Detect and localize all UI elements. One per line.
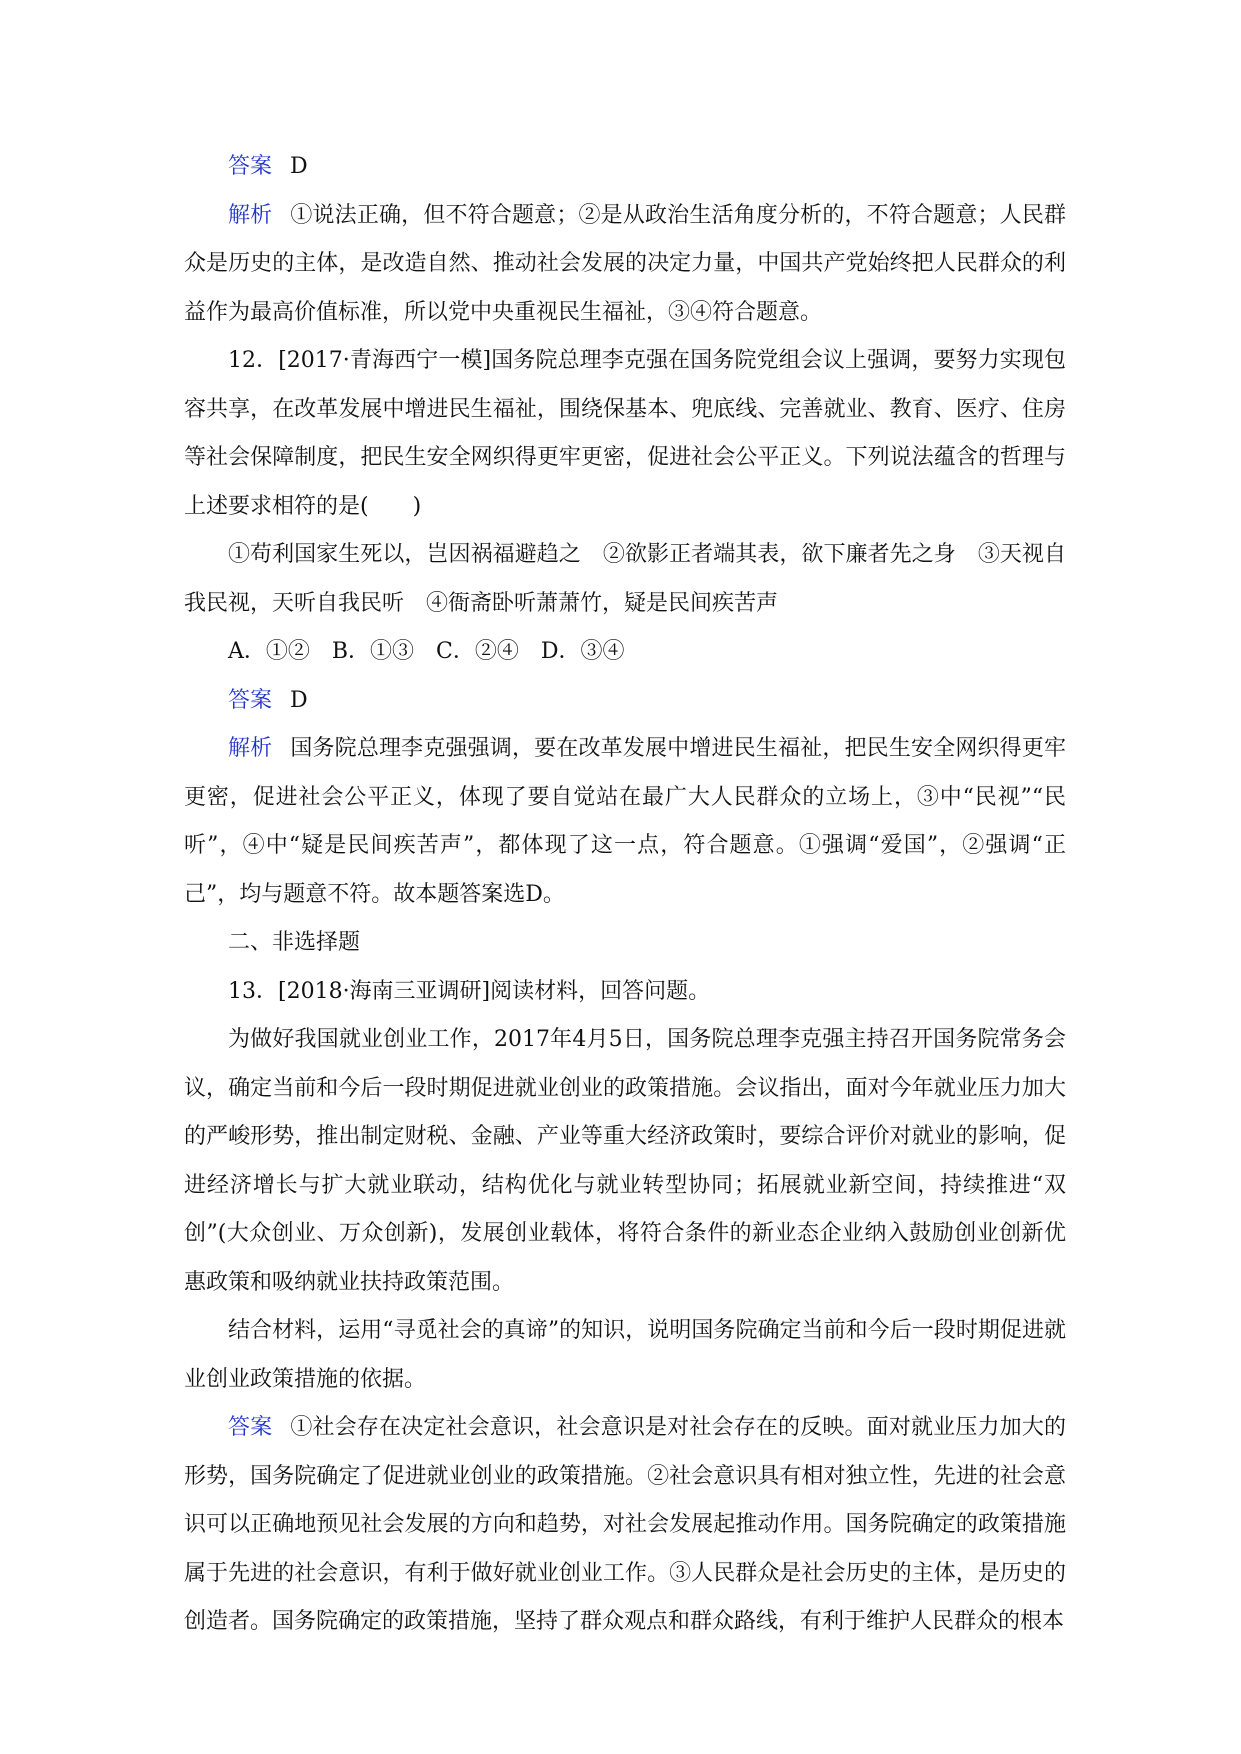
analysis-label: 解析 [228, 736, 273, 761]
q13-stem: 13．[2018·海南三亚调研]阅读材料，回答问题。 [228, 978, 711, 1004]
analysis-text: ①说法正确，但不符合题意；②是从政治生活角度分析的，不符合题意；人民群众是历史的主体，是改造自然、推动社会发展的决定力量，中国共产党始终把人民群众的利益作为最高价值标准，所以党中央重视民生福祉，③④符合题意。 [184, 202, 1066, 325]
q12-stem: 12．[2017·青海西宁一模]国务院总理李克强在国务院党组会议上强调，要努力实现包容共享，在改革发展中增进民生福祉，围绕保基本、兜底线、完善就业、教育、医疗、住房等社会保障制度，把民生安全网织得更牢更密，促进社会公平正义。下列说法蕴含的哲理与上述要求相符的是( ) [184, 348, 1066, 519]
analysis-label: 解析 [228, 202, 273, 228]
q12-options: A．①② B．①③ C．②④ D．③④ [228, 639, 625, 664]
answer-value: D [290, 687, 308, 713]
q12-answer [184, 677, 1066, 726]
answer-label: 答案 [228, 154, 273, 179]
answer-label: 答案 [228, 1415, 273, 1440]
answer-label: 答案 [228, 687, 273, 713]
q13-material: 为做好我国就业创业工作，2017年4月5日，国务院总理李克强主持召开国务院常务会议，确定当前和今后一段时期促进就业创业的政策措施。会议指出，面对今年就业压力加大的严峻形势，推出制定财税、金融、产业等重大经济政策时，要综合评价对就业的影响，促进经济增长与扩大就业联动，结构优化与就业转型协同；拓展就业新空间，持续推进“双创”(大众创业、万众创新)，发展创业载体，将符合条件的新业态企业纳入鼓励创业创新优惠政策和吸纳就业扶持政策范围。 [184, 1027, 1066, 1295]
q13-question: 结合材料，运用“寻觅社会的真谛”的知识，说明国务院确定当前和今后一段时期促进就业创业政策措施的依据。 [184, 1318, 1066, 1392]
section-title: 二、非选择题 [228, 930, 361, 955]
analysis-text: 国务院总理李克强强调，要在改革发展中增进民生福祉，把民生安全网织得更牢更密，促进社会公平正义，体现了要自觉站在最广大人民群众的立场上，③中“民视”“民听”，④中“疑是民间疾苦声”，都体现了这一点，符合题意。①强调“爱国”，②强调“正己”，均与题意不符。故本题答案选D。 [184, 736, 1066, 907]
document-page [184, 143, 1066, 1647]
q12-statements: ①苟利国家生死以，岂因祸福避趋之 ②欲影正者端其表，欲下廉者先之身 ③天视自我民视，天听自我民听 ④衙斋卧听萧萧竹，疑是民间疾苦声 [184, 542, 1066, 616]
answer-text: ①社会存在决定社会意识，社会意识是对社会存在的反映。面对就业压力加大的形势，国务院确定了促进就业创业的政策措施。②社会意识具有相对独立性，先进的社会意识可以正确地预见社会发展的方向和趋势，对社会发展起推动作用。国务院确定的政策措施属于先进的社会意识，有利于做好就业创业工作。③人民群众是社会历史的主体，是历史的创造者。国务院确定的政策措施，坚持了群众观点和群众路线，有利于维护人民群众的根本 [184, 1415, 1066, 1634]
q11-analysis [184, 192, 1066, 338]
q12-analysis [184, 725, 1066, 919]
q11-answer [184, 143, 1066, 192]
answer-value: D [290, 154, 308, 179]
q13-answer [184, 1404, 1066, 1647]
